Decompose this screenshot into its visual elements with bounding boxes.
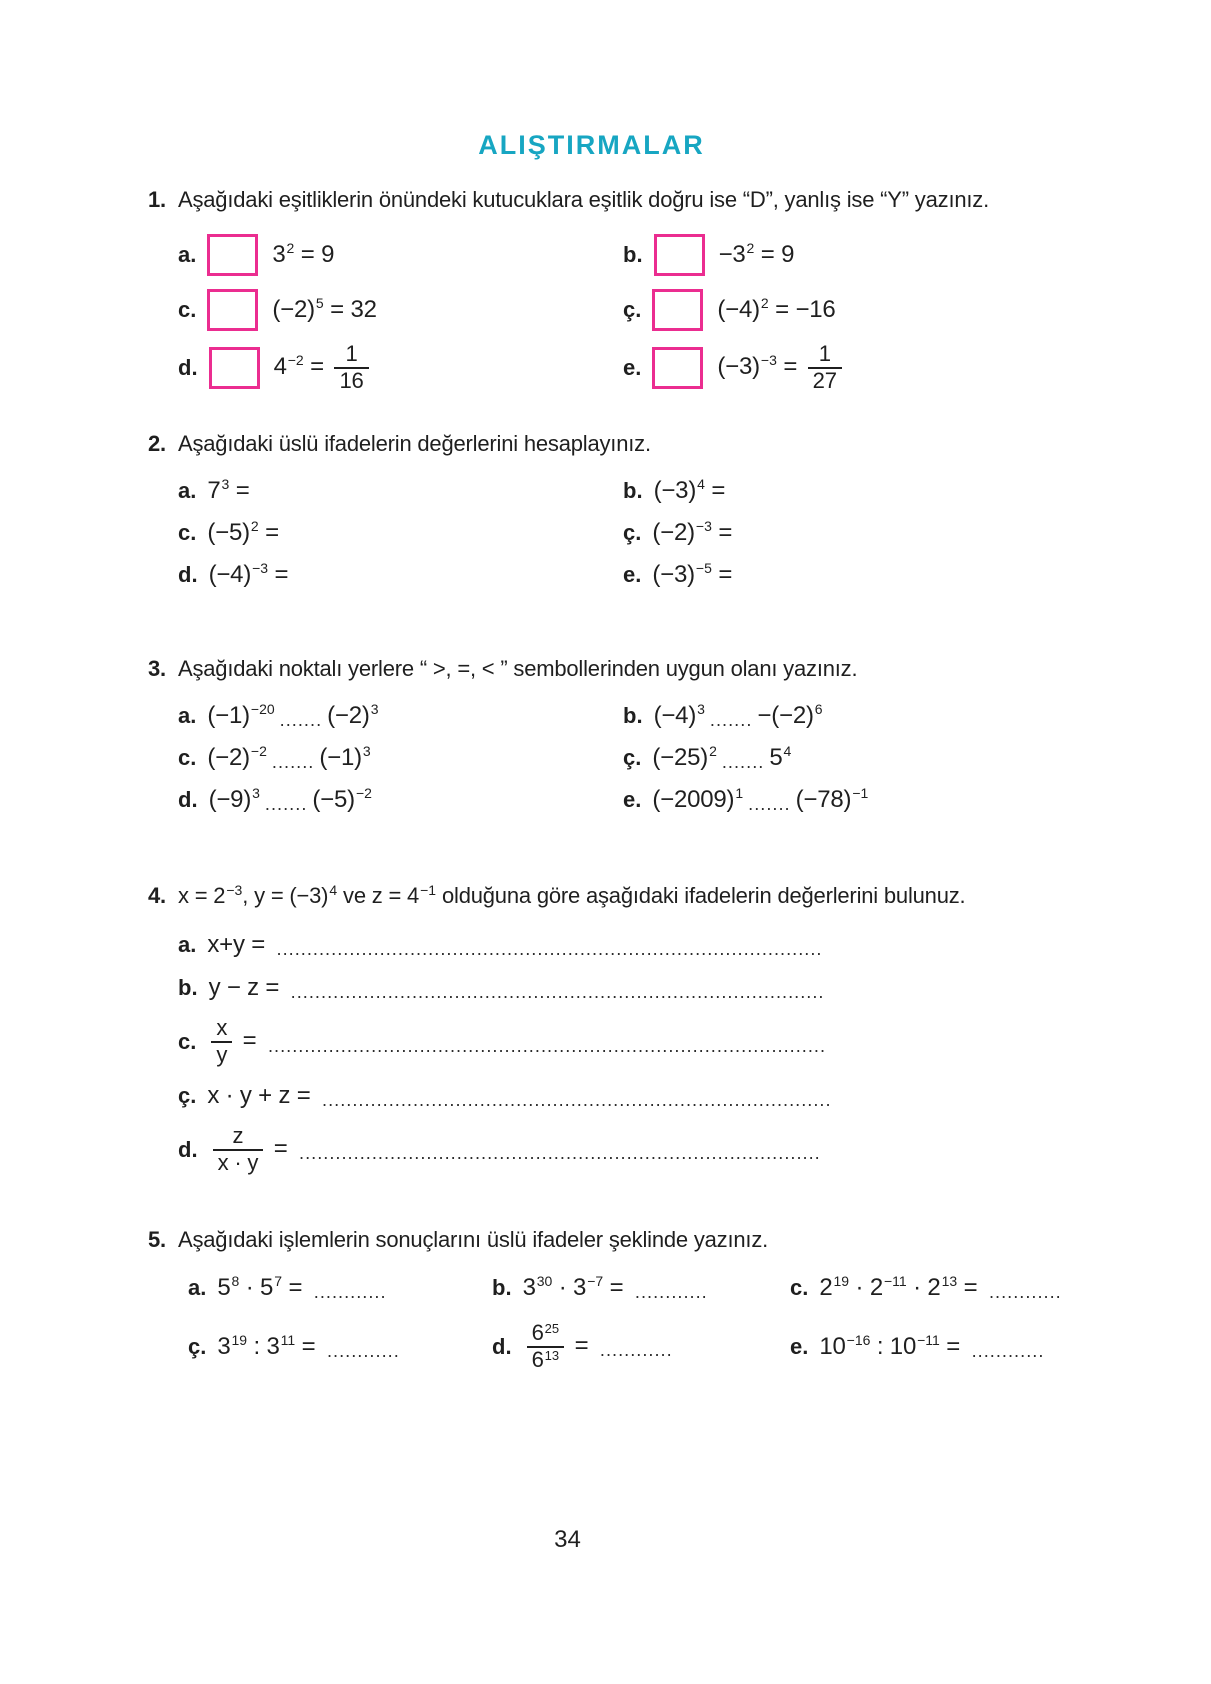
- answer-dots[interactable]: ............: [634, 1281, 708, 1303]
- math-expression: [217, 1274, 391, 1302]
- problem-5: [148, 1225, 1211, 1372]
- math-text: 3: [272, 241, 286, 268]
- answer-dots[interactable]: .......: [748, 793, 791, 815]
- answer-dots[interactable]: ............: [971, 1340, 1045, 1362]
- item-label: c.: [178, 297, 197, 322]
- math-expression: [652, 561, 732, 589]
- answer-dots[interactable]: ......................................................................................: [299, 1141, 821, 1163]
- math-text: =: [568, 1332, 595, 1360]
- problem-row: [148, 1124, 1211, 1175]
- problem-header: [148, 429, 1211, 459]
- math-text: −3: [718, 241, 746, 268]
- exercise-item: [178, 701, 623, 731]
- problem-text: [178, 881, 965, 913]
- math-text: (−2): [207, 744, 250, 772]
- exponent: 4: [329, 882, 338, 899]
- math-text: = 9: [294, 241, 335, 268]
- math-text: x · y: [217, 1149, 259, 1175]
- math-text: Aşağıdaki eşitliklerin önündeki kutucuklara eşitlik doğru ise “D”, yanlış ise “Y” yazınız.: [178, 187, 990, 212]
- fraction: [213, 1124, 264, 1175]
- math-text: , y = (−3): [242, 883, 329, 909]
- numerator: [227, 1124, 248, 1149]
- math-text: 3: [217, 1333, 231, 1361]
- exponent: 2: [746, 240, 755, 256]
- item-label: a.: [178, 703, 197, 729]
- exercise-item: [178, 287, 623, 333]
- exponent: 25: [544, 1321, 560, 1337]
- math-expression: [209, 974, 830, 1002]
- exponent: −1: [420, 882, 437, 899]
- math-expression: [652, 519, 732, 547]
- answer-dots[interactable]: .......: [271, 751, 315, 773]
- exercise-item: [623, 232, 1211, 278]
- item-label: a.: [178, 932, 197, 958]
- problem-row: [148, 743, 1211, 773]
- math-text: · 3: [552, 1274, 587, 1302]
- exercise-item: [623, 701, 1211, 731]
- math-text: (−4): [208, 561, 252, 589]
- math-text: 3: [522, 1274, 536, 1302]
- math-text: (−2): [272, 296, 315, 323]
- math-text: (−1): [207, 702, 250, 730]
- exponent: 7: [274, 1273, 282, 1290]
- math-text: (−1): [319, 744, 362, 772]
- math-expression: [207, 477, 249, 505]
- answer-dots[interactable]: ............................................................................................: [267, 1034, 827, 1056]
- exponent: 13: [544, 1348, 560, 1364]
- exponent: −3: [695, 518, 712, 535]
- answer-dots[interactable]: ..........................................................................................: [276, 938, 823, 960]
- math-text: = 9: [754, 241, 795, 268]
- math-text: =: [258, 519, 280, 547]
- answer-dots[interactable]: ....................................................................................: [322, 1088, 832, 1110]
- exponent: −11: [917, 1332, 940, 1349]
- math-text: 6: [531, 1320, 544, 1346]
- math-expression: [274, 342, 373, 393]
- exercise-item: [178, 1016, 1211, 1067]
- exponent: 3: [252, 785, 260, 802]
- denominator: [527, 1346, 565, 1373]
- math-text: 16: [339, 367, 364, 393]
- exponent: 4: [783, 743, 792, 760]
- exercise-item: [623, 560, 1211, 590]
- answer-box[interactable]: [652, 347, 703, 389]
- math-expression: [523, 1321, 678, 1372]
- item-label: d.: [492, 1334, 512, 1360]
- page-title: ALIŞTIRMALAR: [478, 130, 705, 160]
- answer-box[interactable]: [207, 234, 258, 276]
- exercise-item: [178, 560, 623, 590]
- exercise-item: [178, 518, 623, 548]
- exponent: 3: [370, 701, 379, 718]
- exercise-item: [188, 1272, 492, 1304]
- item-label: b.: [492, 1275, 512, 1301]
- math-text: (−3): [653, 477, 697, 505]
- fraction: [808, 342, 842, 393]
- math-text: olduğuna göre aşağıdaki ifadelerin değerlerini bulunuz.: [436, 883, 966, 909]
- math-text: (−3): [652, 561, 695, 589]
- exponent: 2: [709, 743, 717, 760]
- item-label: ç.: [623, 520, 642, 546]
- math-expression: [719, 241, 795, 269]
- exponent: −16: [846, 1332, 871, 1349]
- math-expression: [207, 1082, 836, 1110]
- fraction: [334, 342, 368, 393]
- math-expression: [654, 477, 726, 505]
- math-text: 1: [818, 341, 831, 366]
- item-label: e.: [623, 354, 642, 380]
- math-expression: [207, 1016, 831, 1067]
- exercise-item: [790, 1272, 1211, 1304]
- exercise-item: [623, 287, 1211, 333]
- math-expression: [819, 1333, 1049, 1361]
- exercise-item: [623, 342, 1211, 393]
- numerator: [340, 342, 362, 367]
- exponent: −2: [250, 743, 267, 760]
- item-label: a.: [178, 478, 197, 504]
- exponent: −11: [883, 1273, 907, 1290]
- math-text: 27: [812, 367, 837, 393]
- exercise-item: [492, 1321, 790, 1372]
- math-text: · 5: [239, 1274, 274, 1302]
- denominator: [334, 367, 368, 394]
- math-text: : 10: [870, 1333, 917, 1361]
- exponent: −3: [760, 352, 777, 369]
- math-expression: [717, 296, 835, 324]
- math-text: =: [268, 561, 289, 589]
- problem-text: [178, 654, 857, 684]
- math-text: =: [939, 1333, 967, 1361]
- exponent: 3: [362, 743, 371, 760]
- exponent: 19: [231, 1332, 248, 1349]
- exponent: −3: [252, 560, 269, 577]
- answer-box[interactable]: [207, 289, 258, 331]
- answer-dots[interactable]: ............: [988, 1281, 1062, 1303]
- problem-row: [148, 287, 1211, 333]
- answer-dots[interactable]: ........................................................................................: [290, 981, 825, 1003]
- answer-dots[interactable]: ............: [599, 1339, 673, 1361]
- math-text: 5: [217, 1274, 231, 1302]
- exponent: 2: [760, 295, 769, 311]
- math-text: (−2): [327, 702, 370, 730]
- math-expression: [654, 702, 823, 730]
- math-text: 2: [819, 1274, 833, 1302]
- item-label: c.: [178, 745, 197, 771]
- problem-row: [148, 518, 1211, 548]
- math-expression: [717, 342, 845, 393]
- exponent: 2: [286, 240, 295, 256]
- problem-row: [148, 1272, 1211, 1304]
- problem-number: 2.: [148, 431, 166, 457]
- math-text: =: [603, 1274, 630, 1302]
- problem-header: [148, 881, 1211, 913]
- exponent: −2: [355, 785, 372, 802]
- math-text: Aşağıdaki işlemlerin sonuçlarını üslü ifadeler şeklinde yazınız.: [178, 1227, 769, 1253]
- math-text: = 32: [323, 296, 377, 323]
- exponent: 2: [250, 518, 259, 535]
- problem-number: 1.: [148, 187, 166, 212]
- exercise-item: [178, 1081, 1211, 1111]
- exponent: 11: [280, 1332, 296, 1349]
- fraction: [527, 1321, 565, 1372]
- item-label: ç.: [188, 1334, 207, 1360]
- exercise-item: [188, 1321, 492, 1372]
- math-expression: [209, 561, 289, 589]
- math-text: Aşağıdaki üslü ifadelerin değerlerini hesaplayınız.: [178, 431, 651, 457]
- problem-row: [148, 476, 1211, 506]
- exponent: −1: [852, 785, 869, 802]
- math-text: x+y =: [207, 931, 272, 959]
- exponent: 6: [814, 701, 823, 718]
- math-text: 1: [345, 341, 358, 366]
- exercise-item: [623, 743, 1211, 773]
- problem-row: [148, 701, 1211, 731]
- math-text: =: [303, 353, 331, 381]
- answer-dots[interactable]: ............: [313, 1281, 387, 1303]
- problem-row: [148, 232, 1211, 278]
- problem-number: 4.: [148, 883, 166, 909]
- math-text: · 2: [849, 1274, 883, 1302]
- answer-dots[interactable]: .......: [264, 793, 308, 815]
- math-expression: [207, 519, 279, 547]
- item-label: d.: [178, 787, 198, 813]
- exponent: 8: [231, 1273, 240, 1290]
- math-text: (−4): [717, 296, 760, 323]
- item-label: d.: [178, 1136, 198, 1162]
- exponent: −2: [287, 352, 304, 369]
- answer-dots[interactable]: .......: [721, 751, 765, 773]
- math-text: (−3): [717, 353, 760, 381]
- problem-row: [148, 930, 1211, 960]
- exercise-item: [790, 1321, 1211, 1372]
- problem-2: [148, 429, 1211, 590]
- exercise-item: [623, 785, 1211, 815]
- exercise-item: [178, 930, 1211, 960]
- problem-row: [148, 560, 1211, 590]
- math-text: y: [216, 1042, 228, 1068]
- math-expression: [272, 241, 334, 269]
- exponent: 1: [735, 785, 744, 802]
- problem-row: [148, 1321, 1211, 1372]
- answer-dots[interactable]: .......: [279, 709, 323, 731]
- math-expression: [207, 744, 370, 772]
- math-text: =: [711, 561, 733, 589]
- item-label: ç.: [623, 297, 642, 322]
- math-text: =: [282, 1274, 309, 1302]
- exponent: 3: [221, 476, 230, 493]
- math-text: x · y + z =: [207, 1081, 317, 1109]
- exercise-item: [178, 785, 623, 815]
- math-text: 6: [531, 1347, 544, 1373]
- math-text: 4: [273, 353, 287, 381]
- numerator: [527, 1321, 565, 1346]
- item-label: ç.: [623, 745, 642, 771]
- problem-1: [148, 185, 1211, 393]
- math-text: =: [236, 1027, 263, 1055]
- math-text: x = 2: [178, 883, 226, 909]
- math-expression: [217, 1333, 404, 1361]
- math-expression: [209, 786, 372, 814]
- math-text: 10: [819, 1333, 846, 1361]
- math-text: (−2009): [652, 786, 735, 814]
- math-text: =: [704, 477, 726, 505]
- exponent: −7: [587, 1273, 604, 1290]
- problem-text: [178, 185, 989, 215]
- answer-dots[interactable]: ............: [326, 1340, 400, 1362]
- math-text: 7: [207, 477, 221, 505]
- math-expression: [207, 931, 827, 959]
- answer-box[interactable]: [209, 347, 260, 389]
- problem-text: [178, 429, 651, 459]
- math-text: x: [216, 1015, 228, 1041]
- item-label: c.: [790, 1275, 809, 1301]
- fraction: [211, 1016, 232, 1067]
- math-text: : 3: [247, 1333, 280, 1361]
- math-text: (−5): [207, 519, 250, 547]
- exercise-item: [178, 1124, 1211, 1175]
- math-text: −(−2): [757, 702, 814, 730]
- math-expression: [652, 786, 868, 814]
- problem-number: 5.: [148, 1227, 166, 1253]
- problem-header: [148, 1225, 1211, 1255]
- math-text: =: [267, 1134, 295, 1162]
- math-expression: [523, 1274, 713, 1302]
- problem-number: 3.: [148, 656, 166, 682]
- exponent: 30: [536, 1273, 553, 1290]
- problem-header: [148, 185, 1211, 215]
- math-expression: [819, 1274, 1066, 1302]
- item-label: d.: [178, 354, 198, 380]
- exponent: 3: [697, 701, 705, 718]
- math-text: y − z =: [208, 974, 286, 1002]
- denominator: [211, 1041, 232, 1068]
- exercise-item: [623, 476, 1211, 506]
- math-expression: [207, 702, 378, 730]
- exponent: 19: [833, 1273, 850, 1290]
- math-text: (−2): [652, 519, 695, 547]
- math-expression: [652, 744, 791, 772]
- problem-text: [178, 1225, 768, 1255]
- exponent: −3: [226, 882, 243, 899]
- exponent: 4: [697, 476, 705, 493]
- math-text: =: [957, 1274, 984, 1302]
- problem-row: [148, 1016, 1211, 1067]
- math-text: 5: [769, 744, 783, 772]
- exercise-item: [492, 1272, 790, 1304]
- math-text: (−5): [312, 786, 355, 814]
- item-label: c.: [178, 520, 197, 546]
- item-label: e.: [623, 787, 642, 813]
- problem-4: [148, 881, 1211, 1175]
- exponent: 13: [941, 1273, 958, 1290]
- math-text: Aşağıdaki noktalı yerlere “ >, =, < ” sembollerinden uygun olanı yazınız.: [178, 656, 858, 682]
- math-text: (−4): [653, 702, 697, 730]
- math-text: z: [232, 1122, 244, 1148]
- exponent: 5: [315, 295, 324, 311]
- denominator: [808, 367, 842, 394]
- page-number: 34: [554, 1526, 581, 1553]
- problem-row: [148, 785, 1211, 815]
- problem-row: [148, 973, 1211, 1003]
- math-text: (−78): [795, 786, 852, 814]
- item-label: e.: [790, 1334, 809, 1360]
- math-text: = −16: [768, 296, 836, 323]
- math-text: · 2: [906, 1274, 941, 1302]
- exponent: −20: [250, 701, 275, 718]
- item-label: b.: [623, 242, 643, 267]
- answer-box[interactable]: [654, 234, 705, 276]
- item-label: c.: [178, 1029, 197, 1055]
- problem-3: [148, 654, 1211, 815]
- item-label: a.: [188, 1275, 207, 1301]
- math-text: =: [776, 353, 804, 381]
- exercise-item: [178, 476, 623, 506]
- answer-dots[interactable]: .......: [709, 709, 753, 731]
- math-expression: [209, 1124, 826, 1175]
- item-label: b.: [623, 478, 643, 504]
- math-text: =: [711, 519, 733, 547]
- math-text: (−25): [652, 744, 709, 772]
- item-label: d.: [178, 562, 198, 588]
- math-text: (−9): [208, 786, 252, 814]
- item-label: a.: [178, 242, 197, 267]
- math-expression: [272, 296, 376, 324]
- item-label: b.: [623, 703, 643, 729]
- math-text: ve z = 4: [337, 883, 420, 909]
- math-text: =: [229, 477, 250, 505]
- item-label: b.: [178, 975, 198, 1001]
- problem-row: [148, 342, 1211, 393]
- exercise-item: [178, 342, 623, 393]
- problem-header: [148, 654, 1211, 684]
- numerator: [211, 1016, 232, 1041]
- exercise-item: [623, 518, 1211, 548]
- problems: [148, 185, 1211, 1373]
- problem-row: [148, 1081, 1211, 1111]
- denominator: [213, 1149, 264, 1176]
- item-label: e.: [623, 562, 642, 588]
- exponent: −5: [695, 560, 712, 577]
- exercise-item: [178, 973, 1211, 1003]
- math-text: =: [295, 1333, 322, 1361]
- item-label: ç.: [178, 1082, 197, 1108]
- answer-box[interactable]: [652, 289, 703, 331]
- exercise-item: [178, 232, 623, 278]
- exercise-item: [178, 743, 623, 773]
- numerator: [814, 342, 836, 367]
